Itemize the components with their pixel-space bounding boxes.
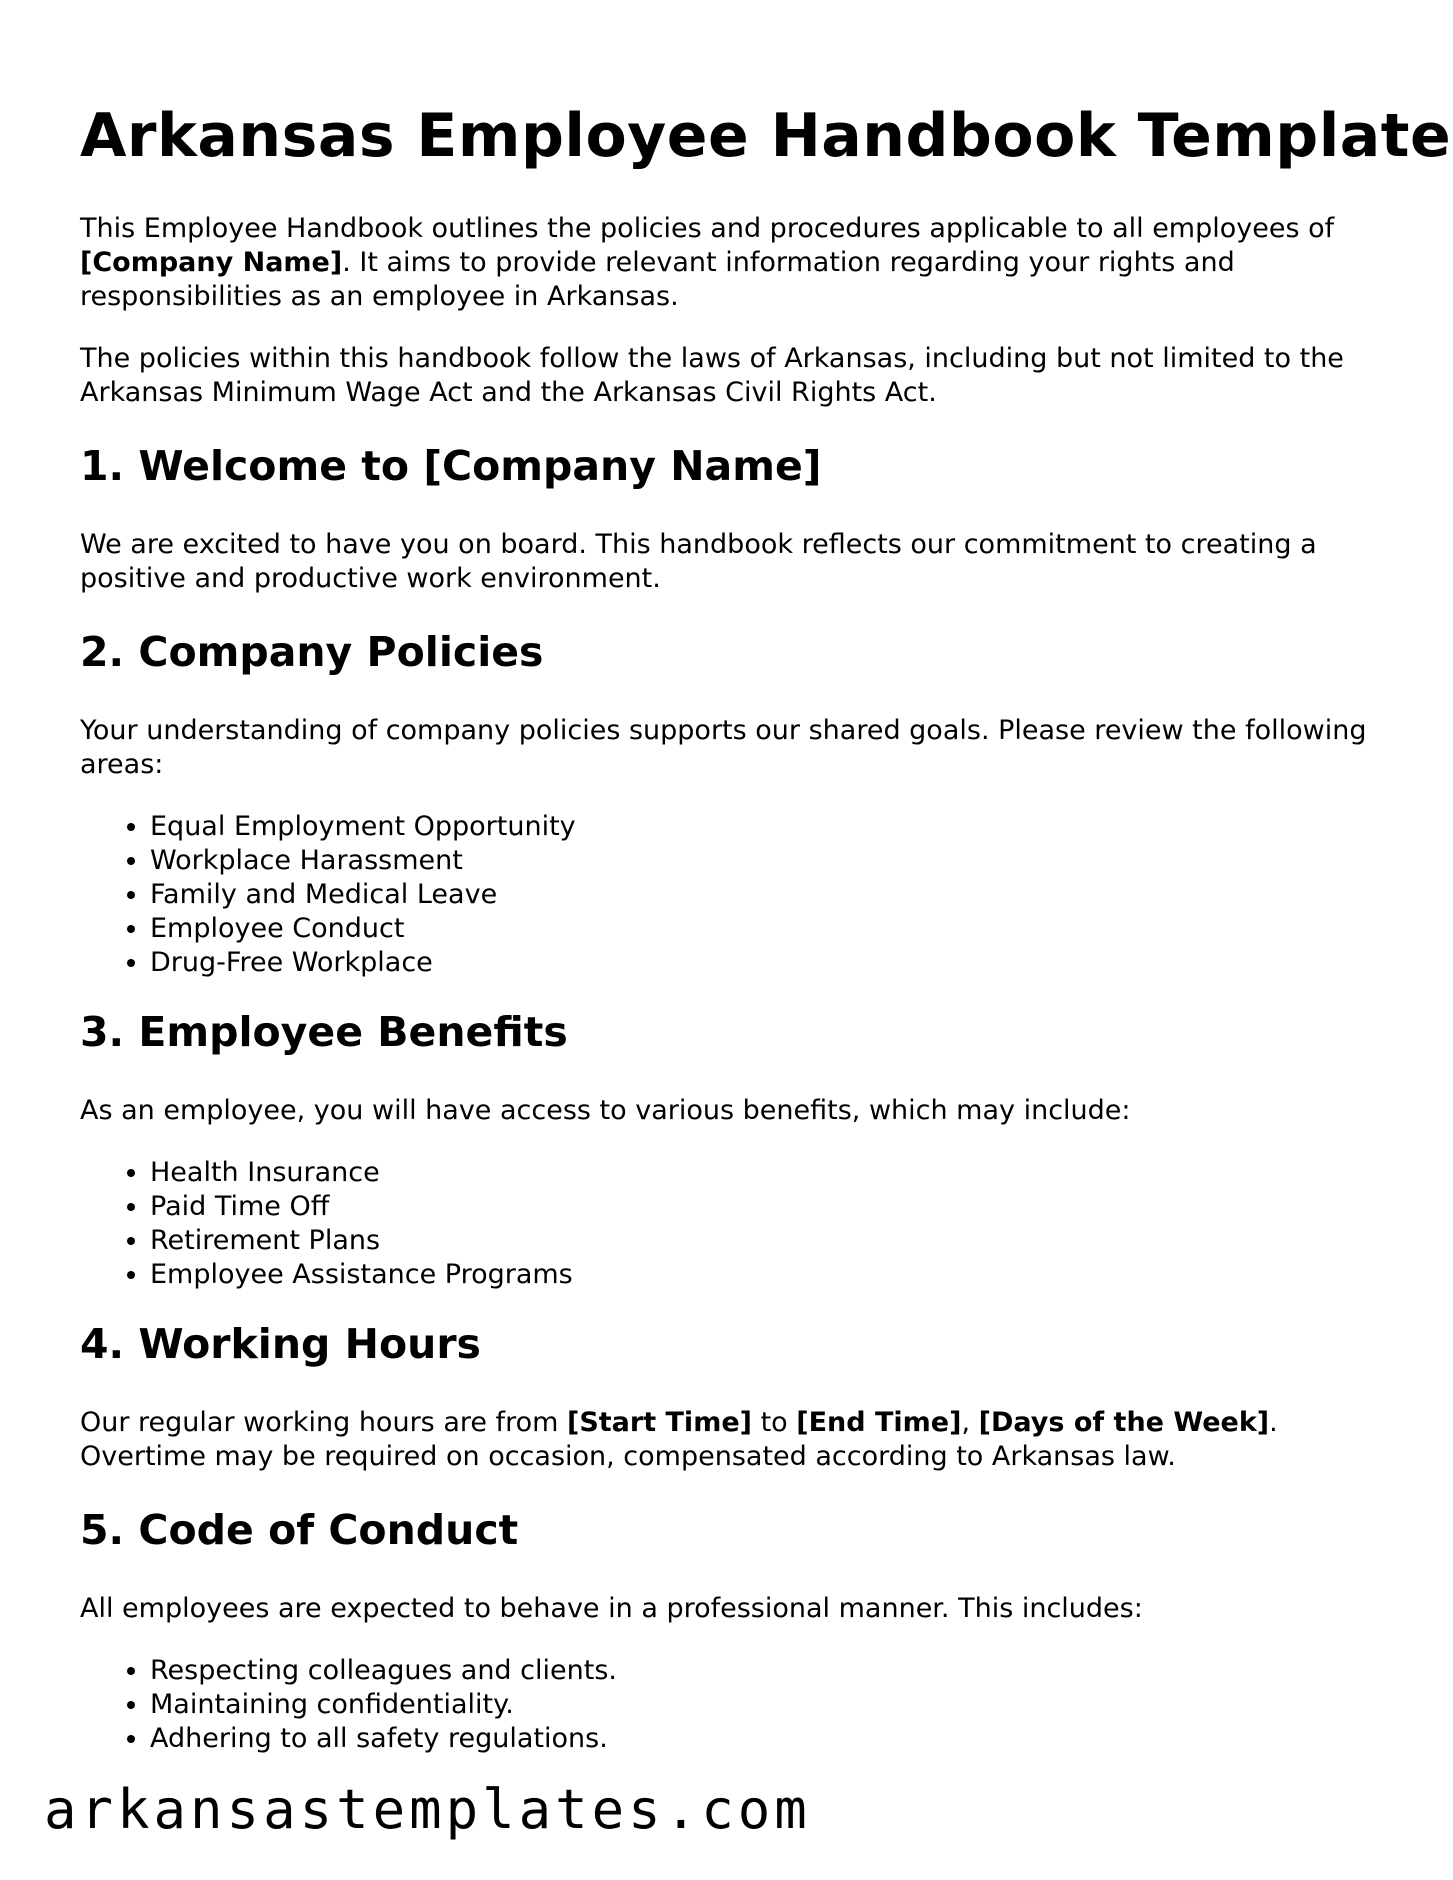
list-item: • Respecting colleagues and clients. (150, 1654, 1390, 1688)
company-name-placeholder: [Company Name] (80, 247, 343, 278)
hours-text-d: . Overtime may be required on occasion, compensated according to Arkansas law. (80, 1407, 1278, 1472)
list-item: • Drug-Free Workplace (150, 946, 1390, 980)
section-heading-policies: 2. Company Policies (80, 628, 544, 676)
section-heading-welcome: 1. Welcome to [Company Name] (80, 442, 822, 490)
list-item: • Employee Assistance Programs (150, 1258, 1390, 1292)
policies-paragraph: Your understanding of company policies supports our shared goals. Please review the following areas: (80, 715, 1367, 780)
section-heading-conduct: 5. Code of Conduct (80, 1506, 519, 1554)
policies-list (80, 810, 1390, 980)
benefits-list (80, 1156, 1390, 1292)
list-item: • Equal Employment Opportunity (150, 810, 1390, 844)
intro-paragraph-2: The policies within this handbook follow the laws of Arkansas, including but not limited to the Arkansas Minimum Wage Act and the Arkansas Civil Rights Act. (80, 343, 1344, 408)
list-item: • Family and Medical Leave (150, 878, 1390, 912)
hours-paragraph (80, 1406, 1390, 1474)
hours-text-b: to (751, 1407, 797, 1438)
conduct-list (80, 1654, 1390, 1756)
benefits-paragraph: As an employee, you will have access to various benefits, which may include: (80, 1095, 1131, 1126)
site-watermark: arkansastemplates.com (44, 1778, 811, 1841)
section-heading-benefits: 3. Employee Benefits (80, 1008, 568, 1056)
conduct-paragraph: All employees are expected to behave in a professional manner. This includes: (80, 1593, 1143, 1624)
welcome-paragraph: We are excited to have you on board. This handbook reflects our commitment to creating a positive and productive work environment. (80, 529, 1317, 594)
list-item: • Retirement Plans (150, 1224, 1390, 1258)
list-item: • Maintaining confidentiality. (150, 1688, 1390, 1722)
list-item: • Health Insurance (150, 1156, 1390, 1190)
end-time-placeholder: [End Time] (796, 1407, 962, 1438)
list-item: • Employee Conduct (150, 912, 1390, 946)
document-title: Arkansas Employee Handbook Template (80, 101, 1452, 171)
hours-text-a: Our regular working hours are from (80, 1407, 567, 1438)
list-item: • Adhering to all safety regulations. (150, 1722, 1390, 1756)
list-item: • Workplace Harassment (150, 844, 1390, 878)
list-item: • Paid Time Off (150, 1190, 1390, 1224)
hours-text-c: , (961, 1407, 979, 1438)
days-placeholder: [Days of the Week] (978, 1407, 1270, 1438)
intro-paragraph-1 (80, 212, 1390, 314)
document-page (80, 96, 1452, 1780)
section-heading-hours: 4. Working Hours (80, 1320, 481, 1368)
intro-text-b: . It aims to provide relevant information regarding your rights and responsibilities as an employee in Arkansas. (80, 247, 1235, 312)
start-time-placeholder: [Start Time] (566, 1407, 752, 1438)
intro-text-a: This Employee Handbook outlines the policies and procedures applicable to all employees of (80, 213, 1335, 244)
